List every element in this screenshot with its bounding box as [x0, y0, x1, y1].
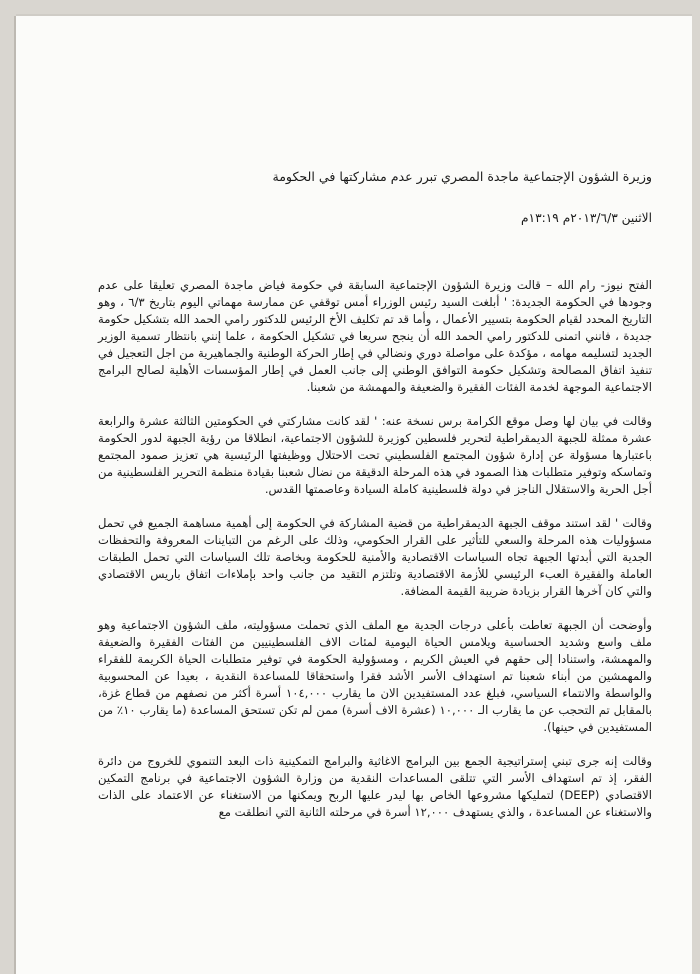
- document-body: [98, 168, 652, 821]
- paragraph: وقالت في بيان لها وصل موقع الكرامة برس نسخة عنه: ' لقد كانت مشاركتي في الحكومتين الثالثة عشرة والرابعة عشرة ممثلة للجبهة الديمقراطية لتحرير فلسطين كوزيرة للشؤون الاجتماعية، انطلاقا من رؤية الجبهة لدور الحكومة باعتبارها مسؤولة عن إدارة شؤون المجتمع الفلسطيني تحت الاحتلال ووظيفتها الرئيسية هي تعزيز صمود المجتمع وتماسكه وتوفير متطلبات هذا الصمود في هذه المرحلة الدقيقة من نضال شعبنا بقيادة منظمة التحرير الفلسطينية من أجل الحرية والاستقلال الناجز في دولة فلسطينية كاملة السيادة وعاصمتها القدس.: [98, 414, 652, 496]
- dateline: الاثنين ٢٠١٣/٦/٣م ١٣:١٩م: [520, 211, 652, 225]
- paragraph: الفتح نيوز- رام الله – قالت وزيرة الشؤون الإجتماعية السابقة في حكومة فياض ماجدة المصري تعليقا على عدم وجودها في الحكومة الجديدة: ' أبلغت السيد رئيس الوزراء أمس توقفي عن ممارسة مهماتي اليوم بتاريخ ٦/٣ ، وهو التاريخ المحدد لقيام الحكومة بتسيير الأعمال ، وأما قد تم تكليف الأخ الرئيس للدكتور رامي الحمد الله بتشكيل حكومة جديدة ، فانني اتمنى للدكتور رامي الحمد الله أن ينجح سريعا في تشكيل الحكومة ، علما إنني بانتظار تسمية الوزير الجديد لتسليمه مهامه ، مؤكدة على مواصلة دوري ونضالي في إطار الحركة الوطنية والجماهيرية من اجل التعجيل في تنفيذ اتفاق المصالحة وتشكيل حكومة التوافق الوطني إلى جانب العمل في إطار المؤسسات الأهلية لصالح البرامج الاجتماعية الموجهة لخدمة الفئات الفقيرة والضعيفة والمهمشة من شعبنا.: [98, 278, 652, 394]
- paragraph: وقالت ' لقد استند موقف الجبهة الديمقراطية من قضية المشاركة في الحكومة إلى أهمية مساهمة الجميع في تحمل مسؤوليات هذه المرحلة والسعي للتأثير على القرار الحكومي، وذلك على الرغم من التباينات المعروفة والتحفظات الجدية التي أبدتها الجبهة تجاه السياسات الاقتصادية والأمنية للحكومة وبخاصة تلك السياسات التي تحمل الطبقات العاملة والفقيرة العبء الرئيسي للأزمة الاقتصادية وتلتزم التقيد من جانب واحد بإملاءات اتفاق باريس الاقتصادي والتي كان آخرها القرار بزيادة ضريبة القيمة المضافة.: [98, 516, 652, 598]
- paragraph: وقالت إنه جرى تبني إستراتيجية الجمع بين البرامج الاغاثية والبرامج التمكينية ذات البعد التنموي للخروج من دائرة الفقر، إذ تم استهداف الأسر التي تتلقى المساعدات النقدية من وزارة الشؤون الاجتماعية في برنامج التمكين الاقتصادي (DEEP) لتمليكها مشروعها الخاص بها ليدر عليها الربح ويمكنها من الاستغناء عن الاعتماد على الذات والاستغناء عن المساعدة ، والذي يستهدف ١٢,٠٠٠ أسرة في مرحلته الثانية التي انطلقت مع: [98, 754, 653, 819]
- document-page: [16, 16, 692, 974]
- paragraph: وأوضحت أن الجبهة تعاطت بأعلى درجات الجدية مع الملف الذي تحملت مسؤوليته، ملف الشؤون الاجتماعية وهو ملف واسع وشديد الحساسية ويلامس الحياة اليومية لمئات الاف الفلسطينيين من الفئات الفقيرة والضعيفة والمهمشة، واستنادا إلى حقهم في العيش الكريم ، ومسؤولية الحكومة في توفير متطلبات الحياة الكريمة للفقراء والمهمشين من أبناء شعبنا تم استهداف الأسر الأشد فقرا واستحقاقا للمساعدة النقدية ، بعيدا عن المحسوبية والواسطة والانتماء السياسي، فبلغ عدد المستفيدين الان ما يقارب ١٠٤,٠٠٠ أسرة أكثر من نصفهم من قطاع غزة، بالمقابل تم التحجب عن ما يقارب الـ ١٠,٠٠٠ (عشرة الاف أسرة) ممن لم تكن تستحق المساعدة (ما يقارب ١٠٪ من المستفيدين في حينها).: [98, 618, 652, 734]
- document-title: وزيرة الشؤون الإجتماعية ماجدة المصري تبرر عدم مشاركتها في الحكومة: [272, 169, 652, 184]
